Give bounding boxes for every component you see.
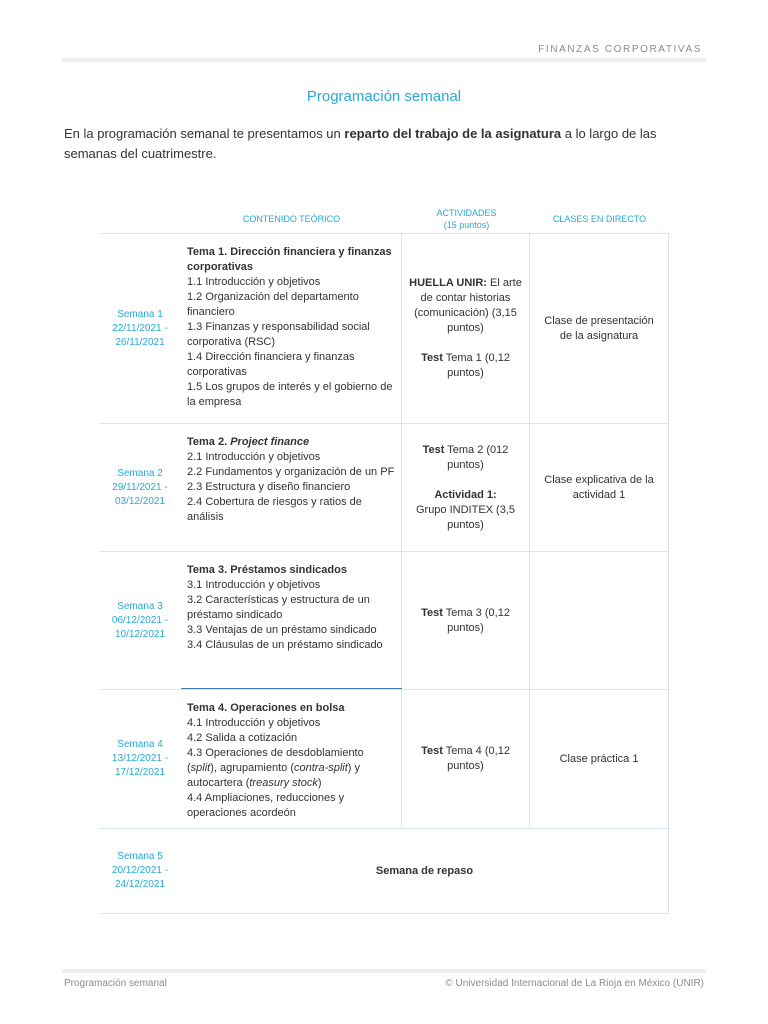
topic-line: 3.1 Introducción y objetivos: [187, 579, 321, 591]
activity-text: Grupo INDITEX (3,5 puntos): [415, 503, 516, 531]
live-class-cell: Clase de presentación de la asignatura: [544, 314, 654, 342]
topic-title: Tema 4. Operaciones en bolsa: [187, 702, 345, 714]
topic-line: 1.1 Introducción y objetivos: [187, 276, 321, 288]
week-cell: [99, 552, 181, 689]
spacer: [408, 336, 523, 351]
topic-line: 4.2 Salida a cotización: [187, 732, 298, 744]
header-title: FINANZAS CORPORATIVAS: [538, 44, 702, 55]
table-row: [99, 828, 668, 914]
topic-line: 2.2 Fundamentos y organización de un PF: [187, 466, 395, 478]
topic-line: 1.4 Dirección financiera y finanzas corporativas: [187, 351, 355, 378]
topic-title: Tema 3. Préstamos sindicados: [187, 564, 347, 576]
live-class-cell: [530, 552, 668, 689]
activity-text: Tema 4 (0,12 puntos): [442, 745, 510, 772]
activity-bold: Test: [421, 745, 443, 757]
line-part: 4.3 Operaciones de desdoblamiento (: [187, 747, 364, 774]
topic-line: 3.2 Características y estructura de un préstamo sindicado: [187, 594, 370, 621]
week-dates: 29/11/2021 - 03/12/2021: [112, 481, 168, 507]
live-class-cell: Clase práctica 1: [559, 752, 639, 765]
week-cell: [99, 424, 181, 551]
footer-right-text: © Universidad Internacional de La Rioja en México (UNIR): [445, 978, 704, 989]
topic-line: 1.5 Los grupos de interés y el gobierno de la empresa: [187, 381, 393, 408]
topic-line: 4.1 Introducción y objetivos: [187, 717, 321, 729]
week-label: Semana 2: [117, 467, 163, 479]
activities-cell: [402, 234, 530, 423]
footer-left-text: Programación semanal: [64, 978, 167, 989]
activity-bold: Test: [422, 443, 445, 456]
topic-italic: Project finance: [230, 436, 310, 448]
topic-line: 2.4 Cobertura de riesgos y ratios de análisis: [187, 496, 362, 523]
activity-item: [408, 488, 523, 533]
week-dates: 13/12/2021 - 17/12/2021: [111, 753, 169, 778]
activity-text: El arte de contar historias (comunicación) (3,15 puntos): [414, 277, 522, 334]
topic-line: 4.4 Ampliaciones, reducciones y operaciones acordeón: [187, 792, 345, 819]
row-accent-line: [181, 688, 402, 689]
topic-line: [187, 746, 395, 791]
live-class-cell: Clase explicativa de la actividad 1: [544, 473, 654, 501]
table-row: [99, 689, 668, 828]
week-label: Semana 3: [117, 600, 163, 612]
activity-item: [408, 443, 523, 473]
topic-line: 1.3 Finanzas y responsabilidad social corporativa (RSC): [187, 321, 370, 348]
activity-bold: HUELLA UNIR:: [409, 277, 487, 289]
intro-text-before: En la programación semanal te presentamos un: [64, 126, 345, 141]
footer-divider: [62, 969, 706, 973]
activity-bold: Test: [421, 606, 443, 619]
content-cell: [181, 234, 402, 423]
schedule-table: [99, 233, 669, 914]
activities-cell: [402, 552, 530, 689]
content-cell: [181, 690, 402, 828]
week-dates: 22/11/2021 - 26/11/2021: [112, 322, 168, 348]
table-row: [99, 233, 668, 423]
activity-text: Tema 2 (012 puntos): [444, 443, 509, 471]
week-cell: [99, 234, 181, 423]
week-label: Semana 4: [117, 739, 163, 750]
topic-line: 1.2 Organización del departamento financiero: [187, 291, 359, 318]
table-row: [99, 551, 668, 689]
week-dates: 06/12/2021 - 10/12/2021: [111, 614, 169, 640]
topic-line: 3.3 Ventajas de un préstamo sindicado: [187, 624, 377, 636]
line-part: ): [317, 777, 322, 789]
week-label: Semana 5: [117, 851, 163, 862]
intro-text-after: a lo largo de las semanas del cuatrimestre.: [64, 126, 657, 161]
intro-paragraph: [64, 124, 704, 164]
topic-line: 2.1 Introducción y objetivos: [187, 451, 321, 463]
topic-line: 3.4 Cláusulas de un préstamo sindicado: [187, 639, 383, 651]
line-part-italic: treasury stock: [249, 777, 318, 789]
week-cell: [99, 829, 181, 913]
activity-item: [408, 606, 523, 636]
spacer: [408, 473, 523, 488]
activity-item: [408, 351, 523, 381]
topic-title: Tema 1. Dirección financiera y finanzas corporativas: [187, 246, 392, 273]
line-part: ) y autocartera (: [187, 762, 361, 789]
activity-text: Tema 3 (0,12 puntos): [442, 606, 510, 634]
topic-title: [187, 435, 395, 450]
intro-text-bold: reparto del trabajo de la asignatura: [344, 126, 562, 141]
activity-item: [408, 276, 523, 336]
table-row: [99, 423, 668, 551]
content-cell: [181, 552, 402, 689]
column-header-content: CONTENIDO TEÓRICO: [242, 214, 341, 224]
column-header-activities-label: ACTIVIDADES: [436, 208, 497, 218]
week-cell: [99, 690, 181, 828]
activity-bold: Test: [421, 352, 443, 364]
activity-item: [408, 744, 523, 774]
header-divider: [62, 58, 706, 62]
topic-prefix: Tema 2.: [187, 436, 231, 448]
activity-bold: Actividad 1:: [434, 488, 497, 501]
activities-cell: [402, 424, 530, 551]
activities-cell: [402, 690, 530, 828]
column-header-live: CLASES EN DIRECTO: [552, 214, 647, 224]
topic-line: 2.3 Estructura y diseño financiero: [187, 481, 351, 493]
section-title: Programación semanal: [306, 88, 462, 105]
review-week-cell: Semana de repaso: [375, 865, 474, 877]
line-part-italic: contra-split: [294, 762, 348, 774]
week-dates: 20/12/2021 - 24/12/2021: [111, 865, 169, 890]
column-header-activities: [403, 207, 530, 231]
column-header-activities-points: (15 puntos): [443, 220, 490, 230]
activity-text: Tema 1 (0,12 puntos): [442, 352, 510, 379]
line-part-italic: split: [190, 762, 211, 774]
line-part: ), agrupamiento (: [210, 762, 294, 774]
content-cell: [181, 424, 402, 551]
week-label: Semana 1: [117, 308, 163, 320]
